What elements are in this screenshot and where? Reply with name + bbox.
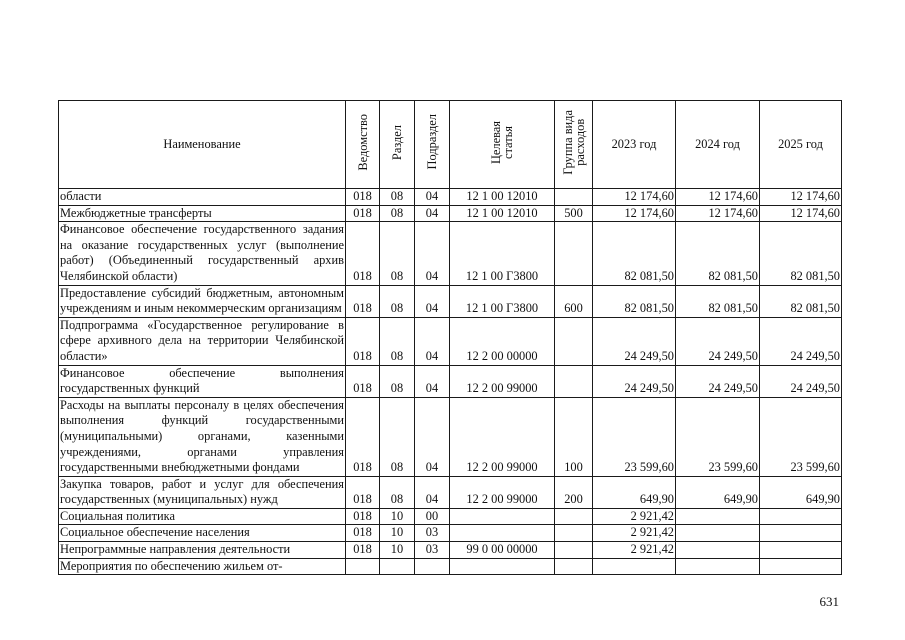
table-row	[59, 205, 842, 222]
amount-2025-cell: 82 081,50	[760, 285, 842, 317]
amount-2023-cell: 82 081,50	[593, 285, 676, 317]
table-row	[59, 476, 842, 508]
header-2023: 2023 год	[593, 101, 676, 189]
header-2025: 2025 год	[760, 101, 842, 189]
amount-2025-cell: 24 249,50	[760, 365, 842, 397]
table-row	[59, 397, 842, 476]
ministry-cell: 018	[346, 525, 380, 542]
amount-2025-cell: 23 599,60	[760, 397, 842, 476]
section-cell: 08	[380, 222, 415, 285]
amount-2024-cell: 24 249,50	[676, 317, 760, 365]
amount-2023-cell: 23 599,60	[593, 397, 676, 476]
amount-2023-cell: 24 249,50	[593, 317, 676, 365]
row-name-cell: Социальная политика	[59, 508, 346, 525]
table-row	[59, 189, 842, 206]
amount-2023-cell: 12 174,60	[593, 189, 676, 206]
amount-2025-cell: 12 174,60	[760, 205, 842, 222]
expense-group-cell: 200	[555, 476, 593, 508]
section-cell	[380, 558, 415, 575]
table-row	[59, 525, 842, 542]
expense-group-cell: 500	[555, 205, 593, 222]
ministry-cell: 018	[346, 542, 380, 559]
subsection-cell: 04	[415, 285, 450, 317]
ministry-cell: 018	[346, 205, 380, 222]
row-name-cell: Финансовое обеспечение государственного задания на оказание государственных услуг (выполнение работ) (Объединенный государственный архив Челябинской области)	[59, 222, 346, 285]
expense-group-cell: 100	[555, 397, 593, 476]
amount-2023-cell: 2 921,42	[593, 508, 676, 525]
amount-2023-cell: 2 921,42	[593, 542, 676, 559]
amount-2025-cell	[760, 542, 842, 559]
row-name-cell: Межбюджетные трансферты	[59, 205, 346, 222]
amount-2025-cell	[760, 508, 842, 525]
table-row	[59, 365, 842, 397]
subsection-cell: 04	[415, 365, 450, 397]
row-name-cell: области	[59, 189, 346, 206]
subsection-cell: 04	[415, 476, 450, 508]
amount-2024-cell: 12 174,60	[676, 189, 760, 206]
amount-2023-cell: 2 921,42	[593, 525, 676, 542]
table-row	[59, 317, 842, 365]
table-row	[59, 542, 842, 559]
target-article-cell: 99 0 00 00000	[450, 542, 555, 559]
row-name-cell: Предоставление субсидий бюджетным, автономным учреждениям и иным некоммерческим организациям	[59, 285, 346, 317]
target-article-cell: 12 1 00 12010	[450, 205, 555, 222]
amount-2025-cell: 649,90	[760, 476, 842, 508]
header-ministry: Ведомство	[346, 101, 380, 189]
header-section: Раздел	[380, 101, 415, 189]
target-article-cell: 12 2 00 99000	[450, 365, 555, 397]
amount-2024-cell: 82 081,50	[676, 285, 760, 317]
expense-group-cell: 600	[555, 285, 593, 317]
expense-group-cell	[555, 189, 593, 206]
expense-group-cell	[555, 525, 593, 542]
subsection-cell: 04	[415, 397, 450, 476]
section-cell: 10	[380, 542, 415, 559]
ministry-cell: 018	[346, 508, 380, 525]
section-cell: 08	[380, 205, 415, 222]
amount-2025-cell: 12 174,60	[760, 189, 842, 206]
amount-2024-cell: 23 599,60	[676, 397, 760, 476]
ministry-cell: 018	[346, 285, 380, 317]
amount-2024-cell: 649,90	[676, 476, 760, 508]
subsection-cell: 04	[415, 189, 450, 206]
ministry-cell: 018	[346, 397, 380, 476]
expense-group-cell	[555, 365, 593, 397]
ministry-cell: 018	[346, 476, 380, 508]
row-name-cell: Непрограммные направления деятельности	[59, 542, 346, 559]
header-expense-group: Группа вида расходов	[555, 101, 593, 189]
section-cell: 10	[380, 508, 415, 525]
amount-2024-cell	[676, 525, 760, 542]
table-row	[59, 285, 842, 317]
subsection-cell: 04	[415, 205, 450, 222]
amount-2025-cell: 82 081,50	[760, 222, 842, 285]
row-name-cell: Расходы на выплаты персоналу в целях обеспечения выполнения функций государственными (муниципальными) органами, казенными учреждениями, органами управления государственными внебюджетными фондами	[59, 397, 346, 476]
table-row	[59, 558, 842, 575]
header-target-article: Целевая статья	[450, 101, 555, 189]
row-name-cell: Подпрограмма «Государственное регулирование в сфере архивного дела на территории Челябинской области»	[59, 317, 346, 365]
subsection-cell: 04	[415, 317, 450, 365]
section-cell: 08	[380, 285, 415, 317]
budget-table	[58, 100, 842, 575]
amount-2025-cell	[760, 558, 842, 575]
expense-group-cell	[555, 222, 593, 285]
amount-2023-cell: 82 081,50	[593, 222, 676, 285]
target-article-cell: 12 1 00 Г3800	[450, 222, 555, 285]
ministry-cell: 018	[346, 365, 380, 397]
table-body	[59, 189, 842, 575]
amount-2023-cell: 24 249,50	[593, 365, 676, 397]
target-article-cell	[450, 525, 555, 542]
subsection-cell: 03	[415, 542, 450, 559]
amount-2023-cell	[593, 558, 676, 575]
ministry-cell: 018	[346, 189, 380, 206]
section-cell: 08	[380, 189, 415, 206]
ministry-cell	[346, 558, 380, 575]
subsection-cell: 00	[415, 508, 450, 525]
row-name-cell: Закупка товаров, работ и услуг для обеспечения государственных (муниципальных) нужд	[59, 476, 346, 508]
section-cell: 08	[380, 397, 415, 476]
section-cell: 08	[380, 476, 415, 508]
amount-2023-cell: 649,90	[593, 476, 676, 508]
amount-2024-cell: 24 249,50	[676, 365, 760, 397]
target-article-cell: 12 2 00 00000	[450, 317, 555, 365]
subsection-cell	[415, 558, 450, 575]
section-cell: 08	[380, 317, 415, 365]
row-name-cell: Финансовое обеспечение выполнения государственных функций	[59, 365, 346, 397]
target-article-cell: 12 2 00 99000	[450, 397, 555, 476]
target-article-cell: 12 1 00 12010	[450, 189, 555, 206]
ministry-cell: 018	[346, 317, 380, 365]
page-number: 631	[819, 594, 839, 609]
expense-group-cell	[555, 317, 593, 365]
header-2024: 2024 год	[676, 101, 760, 189]
target-article-cell: 12 1 00 Г3800	[450, 285, 555, 317]
subsection-cell: 04	[415, 222, 450, 285]
target-article-cell	[450, 558, 555, 575]
target-article-cell: 12 2 00 99000	[450, 476, 555, 508]
expense-group-cell	[555, 508, 593, 525]
target-article-cell	[450, 508, 555, 525]
row-name-cell: Социальное обеспечение населения	[59, 525, 346, 542]
header-name: Наименование	[59, 101, 346, 189]
expense-group-cell	[555, 542, 593, 559]
amount-2025-cell	[760, 525, 842, 542]
table-row	[59, 508, 842, 525]
subsection-cell: 03	[415, 525, 450, 542]
expense-group-cell	[555, 558, 593, 575]
amount-2024-cell	[676, 508, 760, 525]
row-name-cell: Мероприятия по обеспечению жильем от-	[59, 558, 346, 575]
amount-2024-cell: 82 081,50	[676, 222, 760, 285]
amount-2024-cell	[676, 542, 760, 559]
table-header-row	[59, 101, 842, 189]
header-subsection: Подраздел	[415, 101, 450, 189]
amount-2024-cell: 12 174,60	[676, 205, 760, 222]
amount-2024-cell	[676, 558, 760, 575]
section-cell: 10	[380, 525, 415, 542]
ministry-cell: 018	[346, 222, 380, 285]
amount-2025-cell: 24 249,50	[760, 317, 842, 365]
section-cell: 08	[380, 365, 415, 397]
table-row	[59, 222, 842, 285]
amount-2023-cell: 12 174,60	[593, 205, 676, 222]
